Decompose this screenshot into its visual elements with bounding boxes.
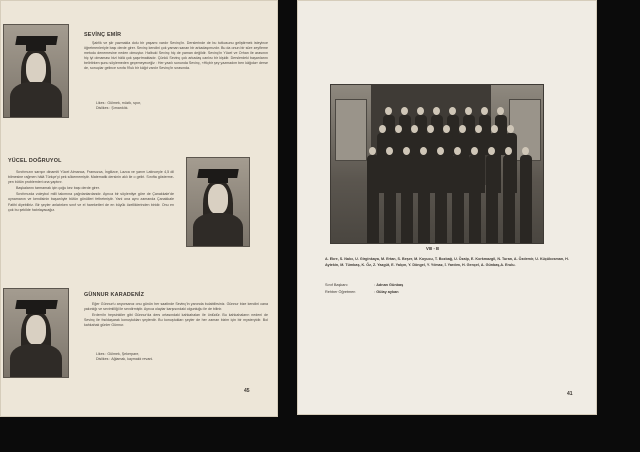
likes-block [96,101,141,111]
officer-sep: : [374,290,376,295]
dislikes-line [96,106,141,111]
bio-paragraph: Eğer Günnur'u arıyorsanız onu günün her saatinde Sevinç'in yanında bulabilirsiniz. Günnur bize kendini cana yakınlığı ve sevimliliği ile sevdirmiştir. Ayrıca olaylar karşısındaki olgunluğu ile de bilinir. [84,302,268,312]
likes-block [96,352,153,362]
officer-row [325,282,403,289]
page-number: 41 [567,391,573,397]
student-name: SEVİNÇ EMİR [84,32,122,38]
class-photo [330,84,544,244]
student-photo-sevinc [3,24,69,118]
likes-label: Likes : [96,101,107,105]
officer-row [325,289,403,296]
student-name: YÜCEL DOĞRUYOL [8,158,62,164]
officer-value: Gülay aykan [376,290,399,295]
dislikes-label: Dislikes : [96,357,111,362]
class-officers [325,282,403,297]
student-bio [8,170,174,214]
officer-value: Adnan Günbaş [376,283,404,287]
background-bottom [0,417,640,452]
background-right [597,0,640,452]
student-names-list: A. Ekre, S. Nalcı, U. Girginkaya, M. Ertan, S. Beşer, M. Koyucu, T. Bozbağ, U. Özalp, E. Korkmazgil, N. Turan, A. Özdemir, U. Küçükosman, H. Aytekin, M. Tümbaş, K. Öz, Z. Yazgüt, E. Yalçın, Y. Döngel, Y. Yılmaz, İ. Yardım, H. Gençel, A. Günbaş,A. Erulu. [325,257,569,268]
officer-label: Sınıf Başkanı [325,283,348,287]
likes-value: Gülmek, Şekerpare, [107,352,140,356]
student-name: GÜNNUR KARADENİZ [84,292,145,298]
bio-paragraph: Şairlik ve şiir yazmakla dolu bir yaşamı vardır Sevinç'in. Derslerinde de bu tutkusunu geliştirmek isteyince öğretmenleriyle başı derde girer. Sevinç kendini çok yaman sanan bir arkadaşımızdır. Bu da onun bir süre zeyfleme metodu denemesine neden olmuştur. Halbuki Sevinç hiç de yaman değildir. Sevinç'in Yücel ve Orhan ile arasının hiç iyi olmaması bizi hâlâ çok şaşırtmaktadır. Çünkü Sevinç çok arkadaş canlısı bir kişidir. Derslerdeki başarılarını belirtirken şunu söylemeden geçemeyeceğiz : Her yazılı sonunda Sevinç, «Hiçbir şey yazmadım ben kâğıda» derse de, sonuçlar gelince sınıfa 9'luk bir kâğıt vardır Sevinç'in sırasında. [84,41,268,71]
photo-caption: VIII - B [426,246,440,251]
officer-label: Rehber Öğretmen [325,290,356,295]
bio-paragraph: Sınıfımızda voleybol milli takımına çağrılanlardandır. Ayrıca bir söylentiye göre de Çanakkale'de oynamanın ve kendisinin başarılıyle bütün gönülleri fethetmiştir. Yani ona aynı zamanda Çanakkale Fatihi diyebiliriz. Bir şeyler anlatırken sınıf ve el hareketleri de en büyük özelliklerinden biridir. Onu en çok bu şekilde hatırlayacağız. [8,192,174,212]
student-bio [84,41,268,73]
bio-paragraph: Sınıfımızın sarışın dinamiti Yücel Almanca, Fransızca, İngilizce, Lazca ve yarım Latinceyle 4,5 dil bilmesine rağmen hâlâ Türkçe'yi pek sökememiştir. Matematik dersinin aklı ile o geliri. Sınıfta göstermeyen bütün problemleri ona yaptırır. [8,170,174,185]
page-number: 45 [244,388,250,394]
student-bio [84,302,268,329]
bio-paragraph: Erdem'in hepsinkiler gibi Günnur'da ders ortasındaki kahkahaları ile ünlüdür. Bu kahkahaların nedeni de Sevinç ile fısıldaşarak konuştukları şeylerdir. Bu konuştukları şeyler de her zaman bizim için bir mysteryidir. Bol kahkahalı günler Günnur. [84,313,268,328]
student-photo-gunnur [3,288,69,378]
dislikes-value: Ağlamak, kaymaklı revani. [111,357,154,362]
dislikes-value: Şımarıklık. [111,106,129,111]
dislikes-line [96,357,153,362]
likes-value: Gülmek, müzik, spor, [107,101,141,105]
bio-paragraph: Başkalarını tarmamak için çoğu kez başı derde girer. [16,186,100,191]
likes-label: Likes : [96,352,107,356]
student-photo-yucel [186,157,250,247]
dislikes-label: Dislikes : [96,106,111,111]
officer-sep: : [374,283,376,287]
left-page [0,0,278,417]
